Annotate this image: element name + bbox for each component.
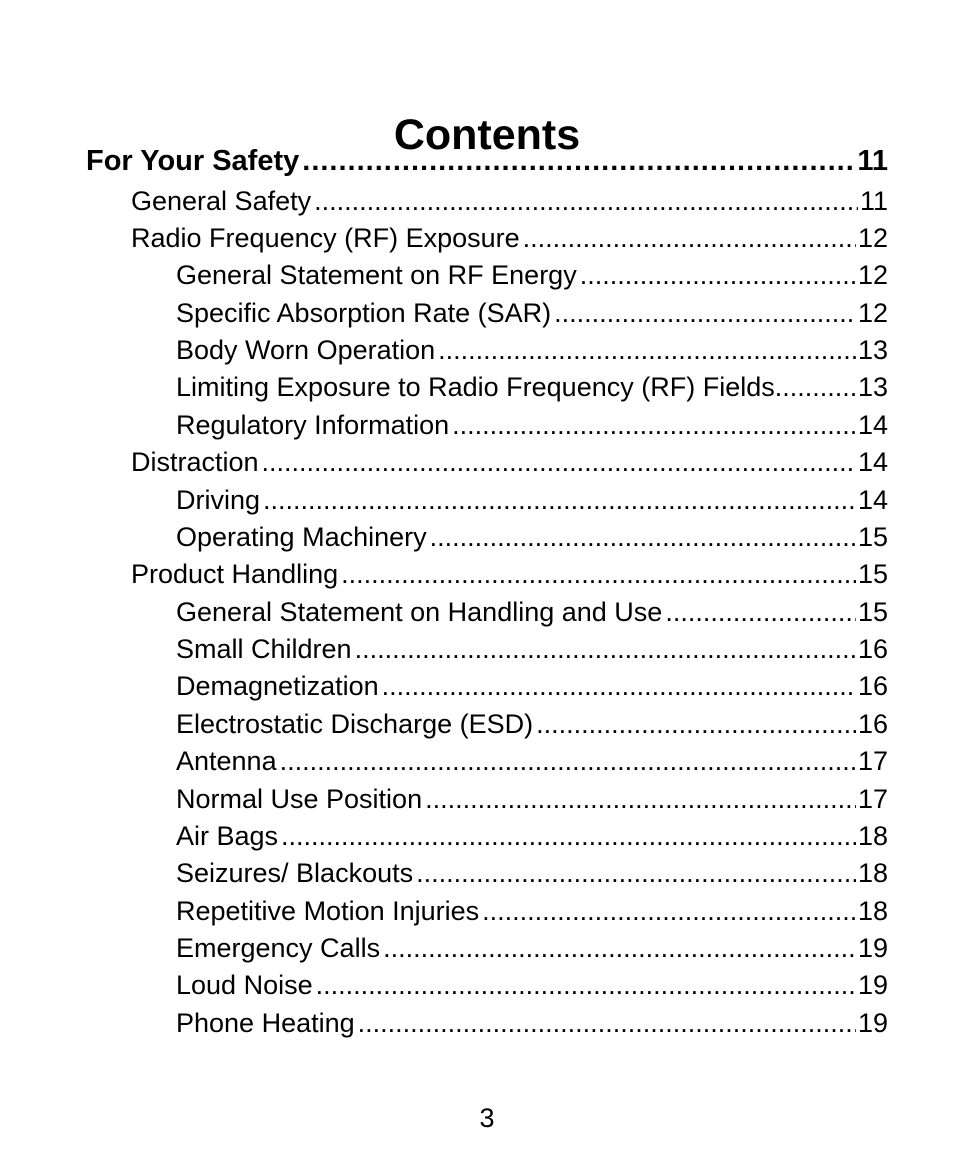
toc-entry-limiting-exposure[interactable]	[176, 370, 888, 404]
toc-entry-page: 16	[857, 671, 888, 701]
toc-entry-repetitive-motion[interactable]	[176, 894, 888, 928]
toc-entry-label: Body Worn Operation	[176, 335, 436, 365]
toc-entry-phone-heating[interactable]	[176, 1006, 888, 1040]
toc-entry-label: General Safety	[131, 186, 312, 216]
toc-entry-label: Small Children	[176, 634, 352, 664]
toc-entry-page: 14	[857, 485, 888, 515]
toc-entry-label: Seizures/ Blackouts	[176, 858, 414, 888]
dot-leader	[416, 856, 856, 890]
toc-entry-page: 13	[857, 372, 888, 402]
toc-entry-page: 17	[857, 746, 888, 776]
toc-entry-page: 17	[857, 784, 888, 814]
toc-entry-page: 15	[857, 597, 888, 627]
page-title: Contents	[393, 110, 581, 159]
toc-entry-body-worn-operation[interactable]	[176, 333, 888, 367]
toc-entry-label: Distraction	[131, 447, 259, 477]
dot-leader	[430, 520, 856, 554]
dot-leader	[580, 258, 856, 292]
toc-entry-label: Loud Noise	[176, 970, 313, 1000]
toc-entry-loud-noise[interactable]	[176, 968, 888, 1002]
toc-entry-page: 16	[857, 709, 888, 739]
toc-entry-normal-use-position[interactable]	[176, 782, 888, 816]
toc-entry-driving[interactable]	[176, 483, 888, 517]
dot-leader	[554, 296, 856, 330]
dot-leader	[358, 1006, 856, 1040]
toc-entry-label: Emergency Calls	[176, 933, 381, 963]
toc-entry-product-handling[interactable]	[131, 557, 888, 591]
dot-leader	[355, 632, 856, 666]
toc-entry-page: 14	[857, 447, 888, 477]
toc-entry-small-children[interactable]	[176, 632, 888, 666]
dot-leader	[280, 744, 856, 778]
toc-entry-label: Phone Heating	[176, 1008, 355, 1038]
toc-entry-page: 19	[857, 1008, 888, 1038]
dot-leader	[281, 819, 856, 853]
dot-leader	[452, 408, 856, 442]
dot-leader	[775, 370, 856, 404]
toc-entry-page: 11	[857, 145, 888, 177]
toc-entry-distraction[interactable]	[131, 445, 888, 479]
toc-entry-emergency-calls[interactable]	[176, 931, 888, 965]
toc-entry-regulatory-information[interactable]	[176, 408, 888, 442]
toc-entry-seizures-blackouts[interactable]	[176, 856, 888, 890]
toc-entry-rf-energy[interactable]	[176, 258, 888, 292]
dot-leader	[536, 707, 856, 741]
dot-leader	[263, 483, 856, 517]
dot-leader	[665, 595, 856, 629]
toc-entry-antenna[interactable]	[176, 744, 888, 778]
dot-leader	[523, 221, 856, 255]
dot-leader	[425, 782, 856, 816]
toc-entry-label: General Statement on RF Energy	[176, 260, 577, 290]
toc-entry-label: Driving	[176, 485, 261, 515]
toc-entry-page: 12	[857, 223, 888, 253]
toc-entry-label: Electrostatic Discharge (ESD)	[176, 709, 534, 739]
toc-entry-general-safety[interactable]	[131, 184, 888, 218]
toc-entry-page: 14	[857, 410, 888, 440]
toc-entry-label: Limiting Exposure to Radio Frequency (RF) Fields	[176, 372, 775, 402]
page-number: 3	[479, 1103, 495, 1133]
toc-entry-label: Antenna	[176, 746, 277, 776]
dot-leader	[482, 894, 856, 928]
toc-entry-label: For Your Safety	[86, 145, 300, 177]
dot-leader	[314, 184, 858, 218]
toc-entry-label: Regulatory Information	[176, 410, 450, 440]
toc-entry-handling-and-use[interactable]	[176, 595, 888, 629]
dot-leader	[383, 931, 856, 965]
toc-entry-rf-exposure[interactable]	[131, 221, 888, 255]
toc-entry-page: 18	[857, 896, 888, 926]
toc-entry-label: Radio Frequency (RF) Exposure	[131, 223, 520, 253]
toc-entry-label: Normal Use Position	[176, 784, 423, 814]
dot-leader	[262, 445, 856, 479]
toc-entry-label: Repetitive Motion Injuries	[176, 896, 480, 926]
toc-entry-label: Specific Absorption Rate (SAR)	[176, 298, 552, 328]
toc-entry-esd[interactable]	[176, 707, 888, 741]
dot-leader	[341, 557, 856, 591]
toc-entry-operating-machinery[interactable]	[176, 520, 888, 554]
toc-entry-sar[interactable]	[176, 296, 888, 330]
toc-entry-page: 18	[857, 821, 888, 851]
dot-leader	[316, 968, 856, 1002]
toc-entry-demagnetization[interactable]	[176, 669, 888, 703]
toc-entry-page: 16	[857, 634, 888, 664]
toc-entry-page: 12	[857, 298, 888, 328]
toc-entry-page: 12	[857, 260, 888, 290]
toc-entry-page: 19	[857, 970, 888, 1000]
toc-entry-label: General Statement on Handling and Use	[176, 597, 663, 627]
dot-leader	[382, 669, 856, 703]
dot-leader	[302, 143, 855, 179]
toc-entry-label: Demagnetization	[176, 671, 379, 701]
toc-entry-page: 19	[857, 933, 888, 963]
toc-entry-label: Operating Machinery	[176, 522, 427, 552]
toc-entry-label: Air Bags	[176, 821, 279, 851]
toc-entry-air-bags[interactable]	[176, 819, 888, 853]
toc-entry-for-your-safety[interactable]	[86, 143, 888, 179]
toc-entry-label: Product Handling	[131, 559, 339, 589]
dot-leader	[438, 333, 856, 367]
toc-entry-page: 15	[857, 522, 888, 552]
toc-entry-page: 18	[857, 858, 888, 888]
toc-entry-page: 11	[859, 186, 888, 216]
toc-entry-page: 13	[857, 335, 888, 365]
toc-entry-page: 15	[857, 559, 888, 589]
